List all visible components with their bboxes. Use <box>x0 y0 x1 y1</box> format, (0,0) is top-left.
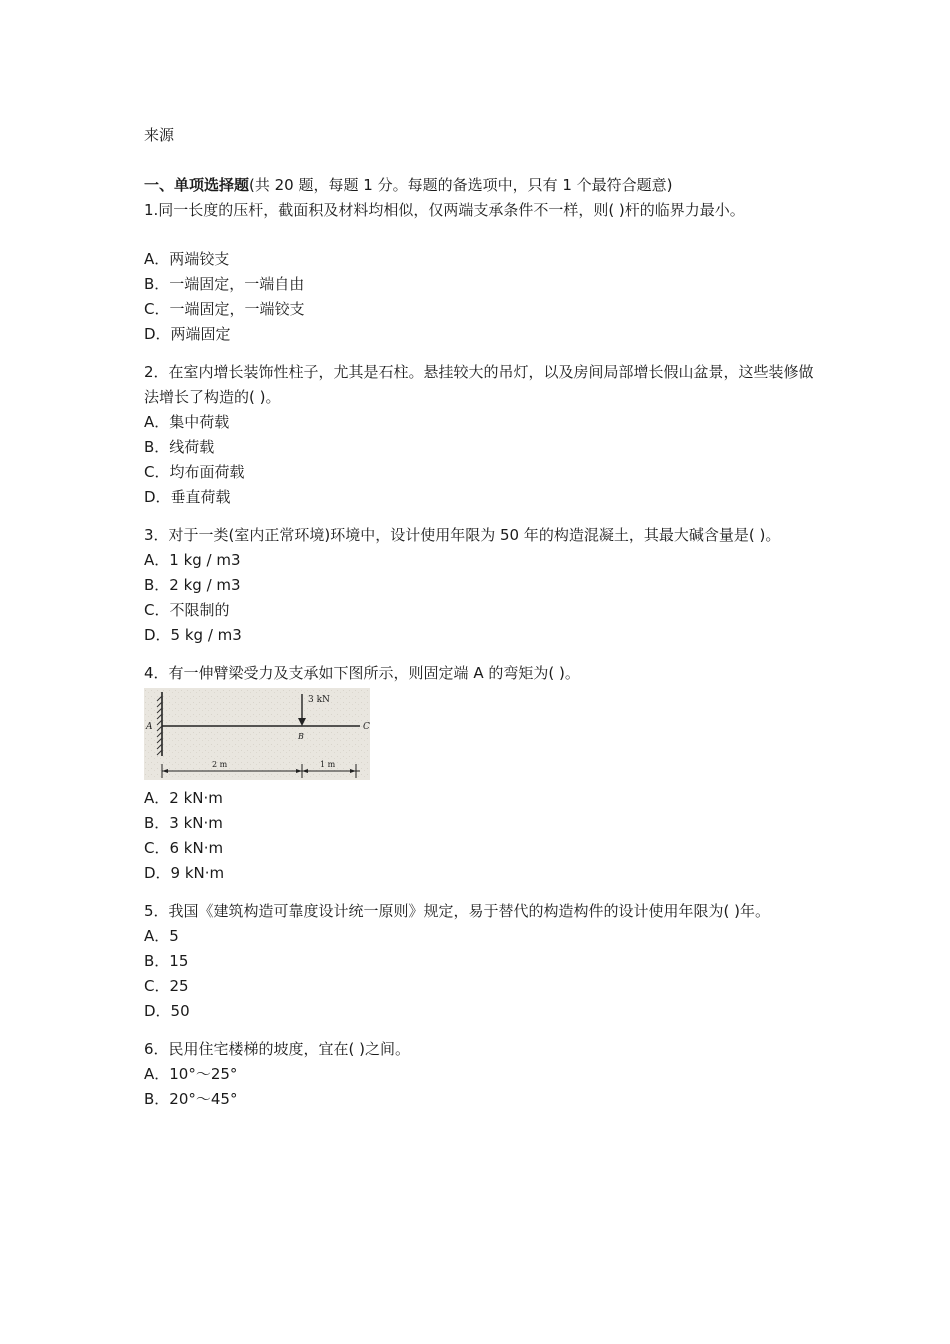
point-b-label: B <box>298 732 304 741</box>
question-stem: 3．对于一类(室内正常环境)环境中，设计使用年限为 50 年的构造混凝土，其最大碱含量是( )。 <box>144 526 781 544</box>
section-title-rest: (共 20 题，每题 1 分。每题的备选项中，只有 1 个最符合题意) <box>249 176 673 194</box>
beam-diagram <box>144 688 370 780</box>
question-stem: 6．民用住宅楼梯的坡度，宜在( )之间。 <box>144 1040 411 1058</box>
option: C．不限制的 <box>144 601 230 619</box>
option: A．10°～25° <box>144 1065 238 1083</box>
source-label: 来源 <box>144 126 175 144</box>
question-stem: 1.同一长度的压杆，截面积及材料均相似，仅两端支承条件不一样，则( )杆的临界力最小。 <box>144 201 745 219</box>
question-4 <box>144 661 834 886</box>
load-label: 3 kN <box>308 695 330 705</box>
question-2 <box>144 360 834 510</box>
option: B．线荷载 <box>144 438 215 456</box>
option: D．5 kg / m3 <box>144 626 242 644</box>
question-6 <box>144 1037 834 1112</box>
section-title-bold: 一、单项选择题 <box>144 176 250 194</box>
option: B．2 kg / m3 <box>144 576 241 594</box>
option: B．一端固定，一端自由 <box>144 275 305 293</box>
point-a-label: A <box>146 722 153 732</box>
option: D．9 kN·m <box>144 864 225 882</box>
option: C．一端固定，一端铰支 <box>144 300 305 318</box>
option: D．50 <box>144 1002 190 1020</box>
question-3 <box>144 523 834 648</box>
option: D．两端固定 <box>144 325 231 343</box>
question-stem: 4．有一伸臂梁受力及支承如下图所示，则固定端 A 的弯矩为( )。 <box>144 664 580 682</box>
document-page <box>144 123 834 1112</box>
section-title <box>144 173 834 198</box>
option: A．1 kg / m3 <box>144 551 241 569</box>
cantilever-beam-figure <box>144 688 370 780</box>
option: B．15 <box>144 952 189 970</box>
option: D．垂直荷载 <box>144 488 231 506</box>
question-1 <box>144 198 834 347</box>
question-5 <box>144 899 834 1024</box>
option: A．5 <box>144 927 179 945</box>
dimension-ab-label: 2 m <box>212 760 228 769</box>
question-stem: 5．我国《建筑构造可靠度设计统一原则》规定，易于替代的构造构件的设计使用年限为( )年。 <box>144 902 771 920</box>
point-c-label: C <box>363 722 370 732</box>
option: A．两端铰支 <box>144 250 230 268</box>
figure-background <box>144 688 370 780</box>
option: A．2 kN·m <box>144 789 223 807</box>
dimension-bc-label: 1 m <box>320 760 336 769</box>
option: A．集中荷载 <box>144 413 230 431</box>
option: C．6 kN·m <box>144 839 224 857</box>
option: B．20°～45° <box>144 1090 238 1108</box>
option: B．3 kN·m <box>144 814 223 832</box>
option: C．均布面荷载 <box>144 463 245 481</box>
question-stem: 2．在室内增长装饰性柱子，尤其是石柱。悬挂较大的吊灯，以及房间局部增长假山盆景，这些装修做法增长了构造的( )。 <box>144 363 814 406</box>
option: C．25 <box>144 977 189 995</box>
